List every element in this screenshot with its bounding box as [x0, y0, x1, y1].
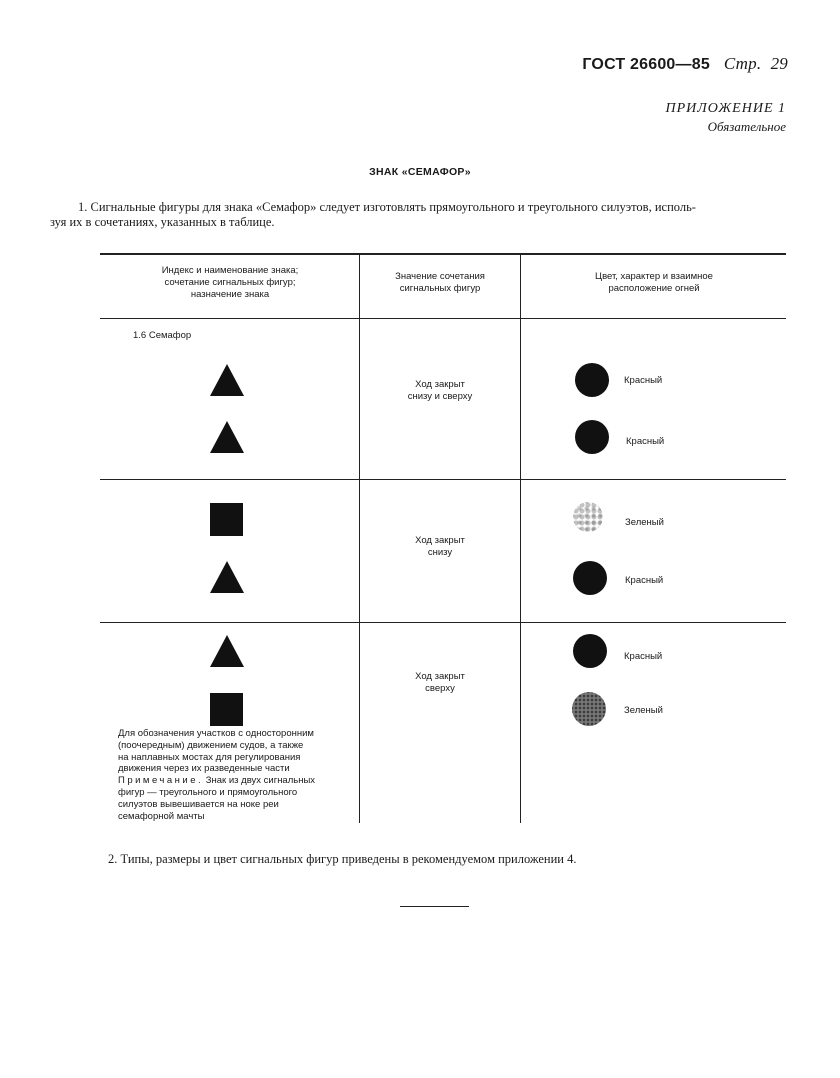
document-title: ЗНАК «СЕМАФОР» — [369, 166, 471, 178]
note-line: на наплавных мостах для регулирования — [118, 751, 301, 763]
meaning-line: Ход закрыт — [415, 379, 465, 390]
table-column-divider — [520, 253, 521, 823]
light-color-label: Красный — [624, 375, 663, 386]
header-col-lights — [524, 271, 784, 295]
header-col-meaning — [362, 271, 518, 295]
note-line: движения через их разведенные части — [118, 763, 290, 775]
header-line: Цвет, характер и взаимное — [595, 271, 713, 282]
red-light — [575, 363, 609, 397]
light-color-label: Красный — [624, 651, 663, 662]
note-line: фигур — треугольного и прямоугольного — [118, 786, 298, 798]
note-text: Знак из двух сигнальных — [203, 775, 316, 787]
header-line: Индекс и наименование знака; — [161, 265, 299, 276]
page-header — [582, 54, 788, 74]
note-label: Примечание. — [118, 775, 204, 787]
header-line: расположение огней — [608, 283, 700, 294]
page-label: Стр. — [723, 54, 762, 73]
standard-code: ГОСТ 26600—85 — [582, 56, 710, 73]
table-header-rule — [100, 318, 786, 319]
red-light — [573, 634, 607, 668]
intro-paragraph — [50, 200, 787, 230]
triangle-figure — [210, 635, 244, 667]
note-line: (поочередным) движением судов, а также — [118, 739, 304, 751]
red-light — [573, 561, 607, 595]
note-line: Для обозначения участков с односторонним — [118, 728, 314, 739]
note-line: семафорной мачты — [118, 810, 205, 822]
light-color-label: Красный — [626, 436, 665, 447]
sign-label: 1.6 Семафор — [133, 330, 192, 341]
table-row-divider — [100, 622, 786, 623]
triangle-figure — [210, 364, 244, 396]
intro-line-1: 1. Сигнальные фигуры для знака «Семафор» следует изготовлять прямоугольного и треугольного силуэтов, исполь- — [78, 200, 696, 214]
appendix-subtitle: Обязательное — [707, 119, 786, 134]
row2-meaning — [362, 535, 518, 559]
end-rule — [400, 906, 469, 907]
red-light — [575, 420, 609, 454]
square-figure — [210, 693, 243, 726]
header-line: сочетание сигнальных фигур; — [164, 277, 296, 288]
meaning-line: сверху — [425, 683, 455, 694]
header-line: сигнальных фигур — [399, 283, 481, 294]
appendix-title: ПРИЛОЖЕНИЕ 1 — [665, 101, 786, 116]
row3-meaning — [362, 671, 518, 695]
header-col-index — [110, 265, 350, 301]
meaning-line: Ход закрыт — [415, 671, 465, 682]
green-light — [572, 692, 606, 726]
table-top-rule — [100, 253, 786, 255]
appendix-block — [666, 100, 786, 136]
table-note — [118, 728, 378, 822]
table-row-divider — [100, 479, 786, 480]
triangle-figure — [210, 421, 244, 453]
square-figure — [210, 503, 243, 536]
intro-line-2: зуя их в сочетаниях, указанных в таблице. — [50, 215, 275, 229]
green-light — [573, 502, 603, 532]
row1-meaning — [362, 379, 518, 403]
light-color-label: Зеленый — [624, 705, 663, 716]
light-color-label: Красный — [625, 575, 664, 586]
header-line: Значение сочетания — [395, 271, 485, 282]
meaning-line: снизу и сверху — [407, 391, 473, 402]
note-line — [118, 775, 378, 787]
triangle-figure — [210, 561, 244, 593]
page-number: 29 — [770, 54, 788, 73]
header-line: назначение знака — [190, 289, 270, 300]
light-color-label: Зеленый — [625, 517, 664, 528]
note-line: силуэтов вывешивается на ноке реи — [118, 798, 279, 810]
meaning-line: Ход закрыт — [415, 535, 465, 546]
closing-paragraph: 2. Типы, размеры и цвет сигнальных фигур приведены в рекомендуемом приложении 4. — [108, 852, 577, 866]
meaning-line: снизу — [427, 547, 453, 558]
